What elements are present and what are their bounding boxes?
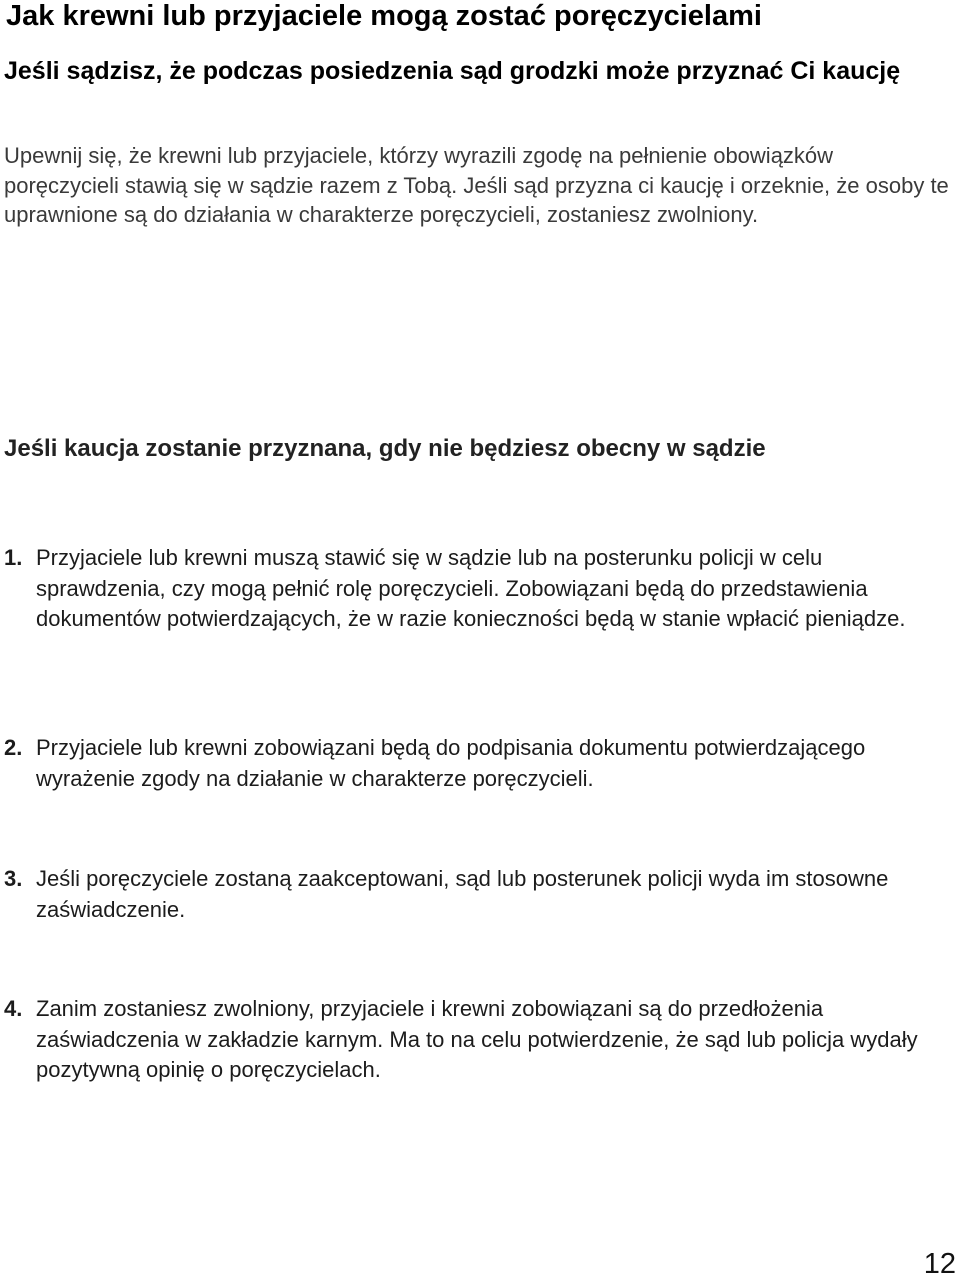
step-number: 2. xyxy=(4,735,23,760)
step-text: Przyjaciele lub krewni muszą stawić się w sądzie lub na posterunku policji w celu sprawdzenia, czy mogą pełnić rolę poręczycieli. Zobowiązani będą do przedstawienia dokumentów potwierdzających, że w razie konieczności będą w stanie wpłacić pieniądze. xyxy=(36,545,906,631)
step-number: 1. xyxy=(4,545,23,570)
step-number: 4. xyxy=(4,996,23,1021)
section-heading: Jeśli kaucja zostanie przyznana, gdy nie będziesz obecny w sądzie xyxy=(4,435,766,462)
step-text: Zanim zostaniesz zwolniony, przyjaciele i krewni zobowiązani są do przedłożenia zaświadczenia w zakładzie karnym. Ma to na celu potwierdzenie, że sąd lub policja wydały pozytywną opinię o poręczycielach. xyxy=(36,996,918,1082)
step-text: Jeśli poręczyciele zostaną zaakceptowani, sąd lub posterunek policji wyda im stosowne zaświadczenie. xyxy=(36,866,889,922)
intro-paragraph: Upewnij się, że krewni lub przyjaciele, którzy wyrazili zgodę na pełnienie obowiązków poręczycieli stawią się w sądzie razem z Tobą. Jeśli sąd przyzna ci kaucję i orzeknie, że osoby te uprawnione są do działania w charakterze poręczycieli, zostaniesz zwolniony. xyxy=(4,143,949,227)
page-title: Jak krewni lub przyjaciele mogą zostać poręczycielami xyxy=(6,0,762,32)
step-item xyxy=(4,543,949,635)
page-number: 12 xyxy=(923,1248,956,1280)
step-text: Przyjaciele lub krewni zobowiązani będą do podpisania dokumentu potwierdzającego wyrażenie zgody na działanie w charakterze poręczycieli. xyxy=(36,735,866,791)
step-item xyxy=(4,864,949,925)
subtitle: Jeśli sądzisz, że podczas posiedzenia sąd grodzki może przyznać Ci kaucję xyxy=(4,57,901,85)
step-number: 3. xyxy=(4,866,23,891)
step-item xyxy=(4,994,949,1086)
step-item xyxy=(4,733,949,794)
